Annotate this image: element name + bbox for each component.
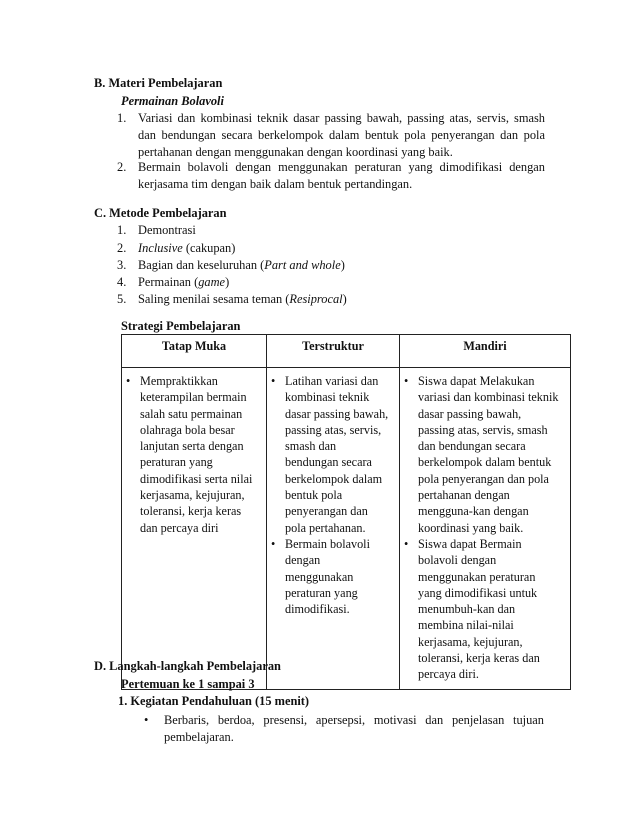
list-number: 1. — [117, 223, 127, 237]
list-item-line: dan bendungan secara berkelompok dalam bentuk pola penyerangan dan pola — [138, 128, 545, 142]
cell-line: Bermain bolavoli — [285, 536, 370, 551]
cell-line: menumbuh-kan dan — [418, 602, 516, 617]
cell-line: peraturan yang — [285, 585, 358, 600]
cell-line: salah satu permainan — [140, 406, 243, 421]
method-item: Permainan (game) — [138, 275, 230, 289]
cell-line: yang dimodifikasi untuk — [418, 585, 538, 600]
step-heading: 1. Kegiatan Pendahuluan (15 menit) — [118, 694, 310, 708]
cell-line: toleransi, kerja keras — [140, 504, 242, 519]
bullet-icon: • — [404, 374, 409, 388]
cell-line: dengan — [285, 553, 321, 568]
table-header-row — [122, 335, 571, 368]
cell-line: variasi dan kombinasi teknik — [418, 390, 559, 405]
cell-line: dasar passing bawah, — [418, 406, 522, 421]
strategy-title: Strategi Pembelajaran — [121, 319, 241, 333]
cell-line: dasar passing bawah, — [285, 406, 389, 421]
cell-line: peraturan yang — [140, 455, 213, 470]
cell-line: dan percaya diri — [140, 520, 219, 535]
cell-line: kombinasi teknik — [285, 390, 370, 405]
cell-line: Siswa dapat Melakukan — [418, 374, 535, 388]
list-number: 2. — [117, 241, 127, 255]
list-number: 2. — [117, 160, 127, 174]
table-cell — [122, 368, 267, 690]
cell-line: pertahanan dengan — [418, 488, 510, 503]
cell-line: Latihan variasi dan — [285, 374, 379, 388]
cell-line: keterampilan bermain — [140, 390, 247, 405]
cell-line: kerjasama, kejujuran, — [140, 488, 245, 503]
cell-line: passing atas, servis, — [285, 422, 382, 437]
bullet-icon: • — [144, 713, 149, 727]
cell-line: menggunakan — [285, 569, 354, 584]
section-b-heading: B. Materi Pembelajaran — [94, 76, 223, 90]
bullet-item — [271, 373, 395, 536]
cell-line: penyerangan dan — [285, 504, 368, 519]
cell-line: bolavoli dengan — [418, 553, 497, 568]
cell-line: bendungan secara — [285, 455, 372, 470]
bullet-icon: • — [271, 374, 276, 388]
cell-line: pola penyerangan dan pola — [418, 471, 549, 486]
table-row — [122, 368, 571, 690]
method-item: Inclusive (cakupan) — [138, 241, 236, 255]
column-header: Terstruktur — [267, 335, 400, 368]
cell-line: pola pertahanan. — [285, 520, 366, 535]
bullet-icon: • — [404, 536, 409, 551]
column-header: Tatap Muka — [122, 335, 267, 368]
bullet-item — [271, 536, 395, 617]
cell-line: menggunakan peraturan — [418, 569, 536, 584]
cell-line: koordinasi yang baik. — [418, 520, 524, 535]
bullet-line: pembelajaran. — [164, 730, 234, 744]
cell-line: dimodifikasi. — [285, 602, 350, 617]
bullet-icon: • — [271, 536, 276, 551]
list-number: 1. — [117, 111, 127, 125]
section-d-heading: D. Langkah-langkah Pembelajaran — [94, 659, 281, 673]
list-number: 4. — [117, 275, 127, 289]
bullet-item — [126, 373, 262, 536]
list-item-line: Bermain bolavoli dengan menggunakan peraturan yang dimodifikasi dengan — [138, 160, 545, 174]
list-number: 3. — [117, 258, 127, 272]
cell-line: Siswa dapat Bermain — [418, 536, 522, 551]
cell-line: mengguna-kan dengan — [418, 504, 529, 519]
cell-line: bentuk pola — [285, 488, 343, 503]
bullet-item — [404, 373, 566, 536]
cell-line: kerjasama, kejujuran, — [418, 634, 523, 649]
list-item-line: kerjasama tim dengan baik dalam bentuk pertandingan. — [138, 177, 413, 191]
list-item-line: pertahanan dengan menggunakan dengan koordinasi yang baik. — [138, 145, 453, 159]
bullet-item — [404, 536, 566, 683]
cell-line: percaya diri. — [418, 667, 479, 682]
column-header: Mandiri — [400, 335, 571, 368]
list-item-line: Variasi dan kombinasi teknik dasar passing bawah, passing atas, servis, smash — [138, 111, 545, 125]
cell-line: smash dan — [285, 439, 337, 454]
cell-line: olahraga bola besar — [140, 422, 235, 437]
cell-line: lanjutan serta dengan — [140, 439, 244, 454]
method-item: Demontrasi — [138, 223, 196, 237]
cell-line: toleransi, kerja keras dan — [418, 651, 540, 666]
cell-line: dimodifikasi serta nilai — [140, 471, 253, 486]
table-cell — [267, 368, 400, 690]
section-c-heading: C. Metode Pembelajaran — [94, 206, 227, 220]
cell-line: membina nilai-nilai — [418, 618, 514, 633]
bullet-line: Berbaris, berdoa, presensi, apersepsi, motivasi dan penjelasan tujuan — [164, 713, 544, 727]
cell-line: berkelompok dalam bentuk — [418, 455, 552, 470]
cell-line: passing atas, servis, smash — [418, 422, 548, 437]
strategy-table — [121, 334, 571, 690]
cell-line: Mempraktikkan — [140, 374, 218, 388]
section-b-subheading: Permainan Bolavoli — [121, 94, 224, 108]
list-number: 5. — [117, 292, 127, 306]
cell-line: berkelompok dalam — [285, 471, 383, 486]
table-cell — [400, 368, 571, 690]
cell-line: dan bendungan secara — [418, 439, 526, 454]
method-item: Bagian dan keseluruhan (Part and whole) — [138, 258, 345, 272]
section-d-subheading: Pertemuan ke 1 sampai 3 — [121, 677, 255, 691]
method-item: Saling menilai sesama teman (Resiprocal) — [138, 292, 347, 306]
bullet-icon: • — [126, 374, 131, 388]
